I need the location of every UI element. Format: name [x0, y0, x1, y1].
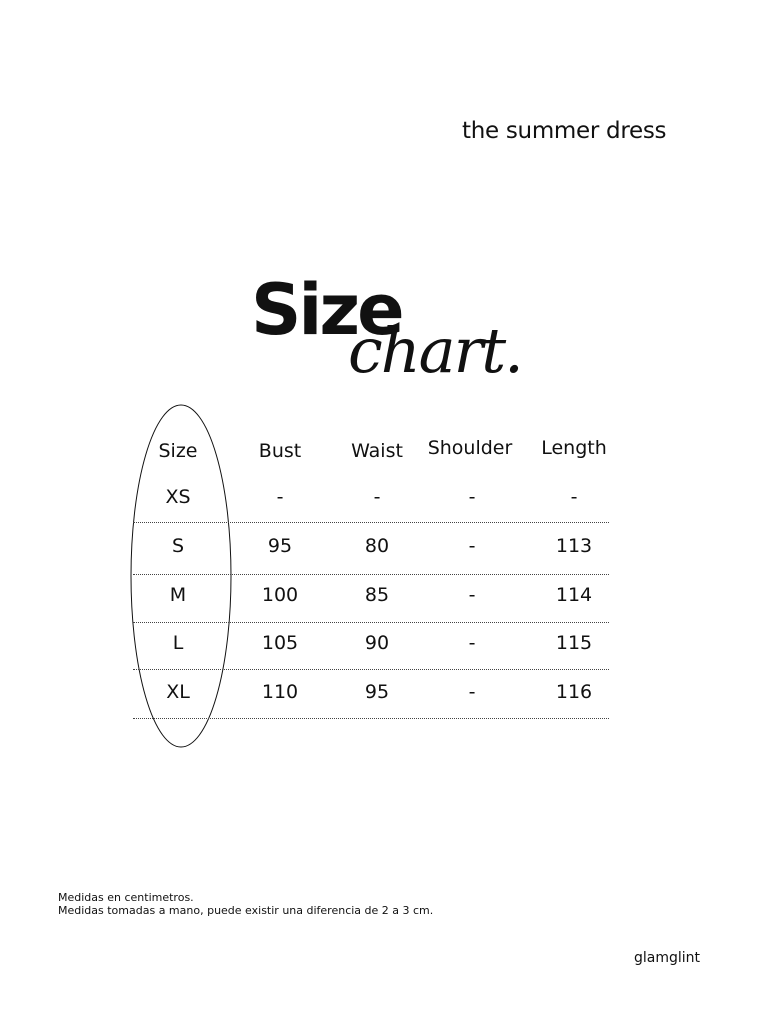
bust-xl: 110: [261, 681, 299, 703]
header-waist: Waist: [351, 440, 403, 462]
waist-m: 85: [364, 584, 390, 606]
shoulder-xs: -: [468, 486, 476, 508]
bust-s: 95: [267, 535, 293, 557]
shoulder-l: -: [468, 632, 476, 654]
footnote-units: Medidas en centimetros.: [58, 891, 194, 904]
brand-name: glamglint: [634, 950, 701, 966]
header-shoulder: Shoulder: [427, 437, 513, 459]
footnote-measurement: Medidas tomadas a mano, puede existir una diferencia de 2 a 3 cm.: [58, 904, 434, 917]
row-divider: [133, 574, 609, 575]
length-xl: 116: [555, 681, 593, 703]
size-m: M: [169, 584, 187, 606]
header-bust: Bust: [258, 440, 302, 462]
size-xl: XL: [166, 681, 190, 703]
row-divider: [133, 622, 609, 623]
waist-l: 90: [364, 632, 390, 654]
product-title: the summer dress: [462, 118, 667, 144]
size-s: S: [171, 535, 185, 557]
length-s: 113: [555, 535, 593, 557]
row-divider: [133, 718, 609, 719]
row-divider: [133, 669, 609, 670]
shoulder-m: -: [468, 584, 476, 606]
heading-chart: chart.: [348, 314, 522, 387]
shoulder-xl: -: [468, 681, 476, 703]
size-l: L: [172, 632, 184, 654]
bust-xs: -: [276, 486, 284, 508]
waist-xl: 95: [364, 681, 390, 703]
header-size: Size: [158, 440, 198, 462]
waist-xs: -: [373, 486, 381, 508]
bust-l: 105: [261, 632, 299, 654]
waist-s: 80: [364, 535, 390, 557]
size-xs: XS: [165, 486, 191, 508]
bust-m: 100: [261, 584, 299, 606]
length-xs: -: [570, 486, 578, 508]
heading-size: Size: [251, 269, 402, 351]
header-length: Length: [541, 437, 607, 459]
row-divider: [133, 522, 609, 523]
length-m: 114: [555, 584, 593, 606]
shoulder-s: -: [468, 535, 476, 557]
length-l: 115: [555, 632, 593, 654]
